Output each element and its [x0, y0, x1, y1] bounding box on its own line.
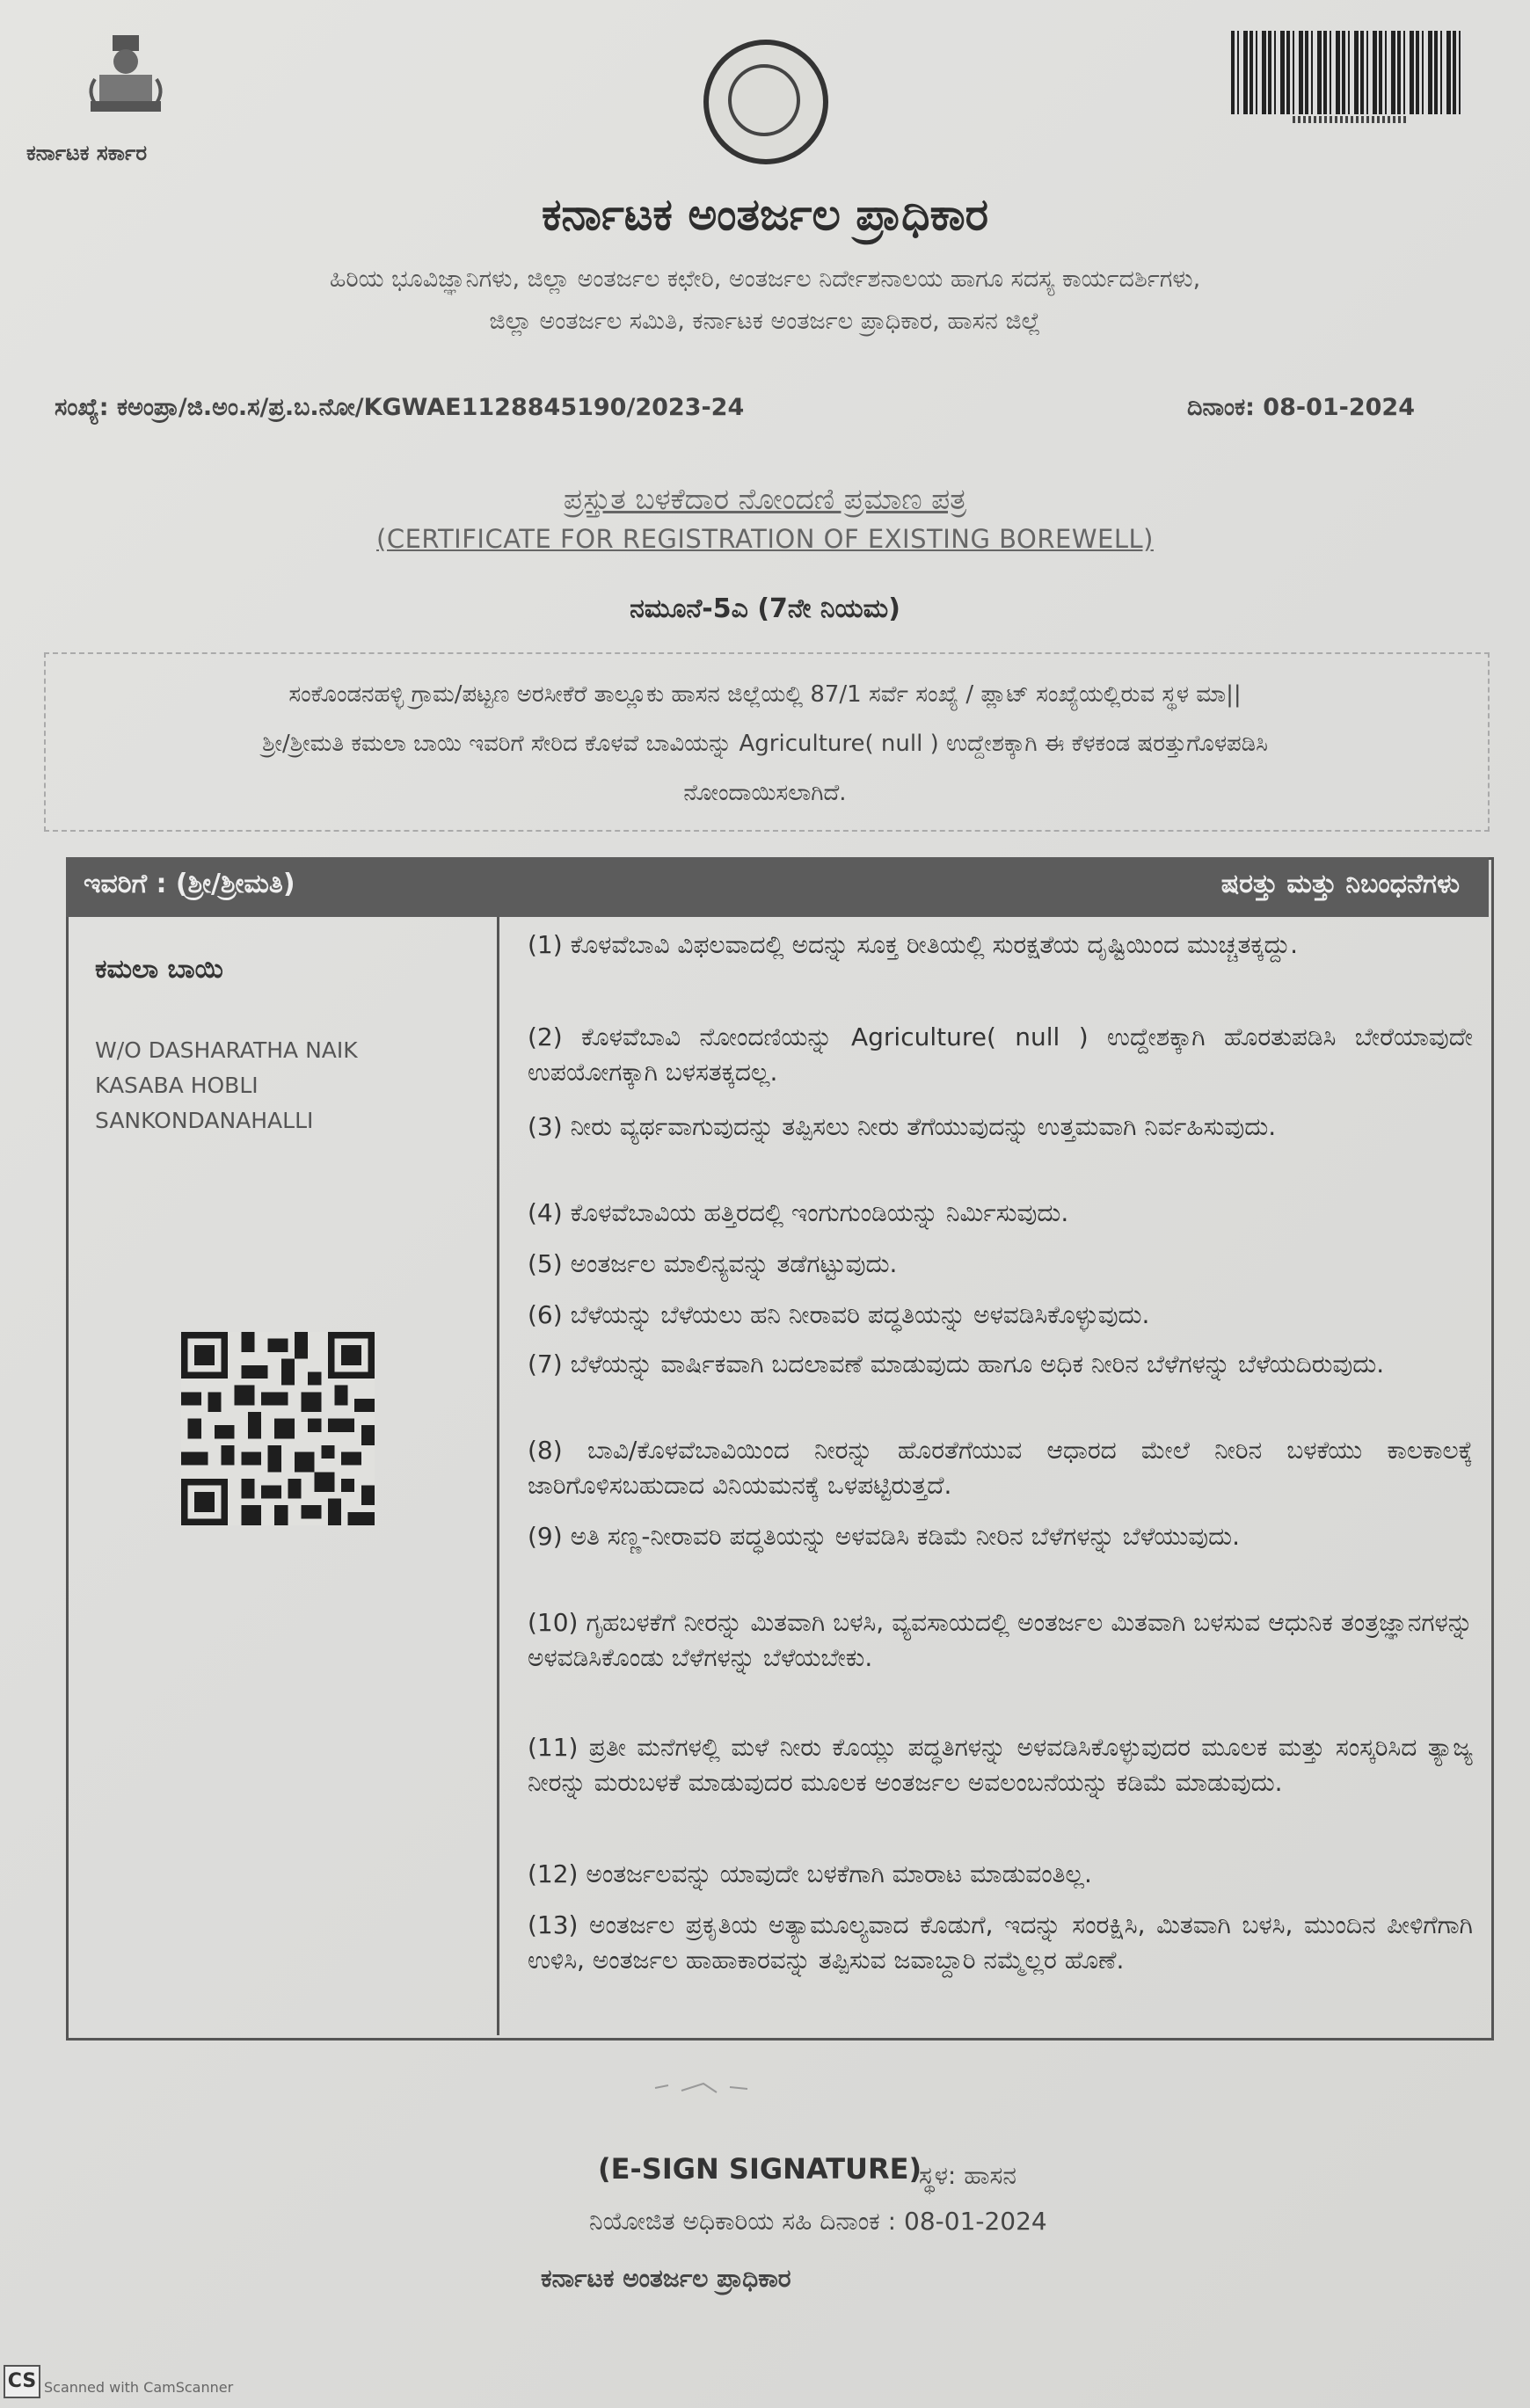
condition-9: (9) ಅತಿ ಸಣ್ಣ-ನೀರಾವರಿ ಪದ್ಧತಿಯನ್ನು ಅಳವಡಿಸಿ ಕಡಿಮೆ ನೀರಿನ ಬೆಳೆಗಳನ್ನು ಬೆಳೆಯುವುದು.: [528, 1522, 1240, 1551]
qr-code-icon: [176, 1332, 380, 1525]
barcode-icon: [1231, 31, 1464, 114]
page-title: ಕರ್ನಾಟಕ ಅಂತರ್ಜಲ ಪ್ರಾಧಿಕಾರ: [541, 189, 989, 240]
holder-name: ಕಮಲಾ ಬಾಯಿ: [95, 954, 223, 985]
holder-address-line-1: W/O DASHARATHA NAIK: [95, 1037, 358, 1063]
condition-7: (7) ಬೆಳೆಯನ್ನು ವಾರ್ಷಿಕವಾಗಿ ಬದಲಾವಣೆ ಮಾಡುವುದು ಹಾಗೂ ಅಧಿಕ ನೀರಿನ ಬೆಳೆಗಳನ್ನು ಬೆಳೆಯದಿರುವುದು.: [528, 1349, 1385, 1379]
form-number: ನಮೂನೆ-5ಎ (7ನೇ ನಿಯಮ): [630, 593, 900, 624]
state-emblem-icon: [77, 26, 174, 123]
certificate-title-kannada: ಪ್ರಸ್ತುತ ಬಳಕೆದಾರ ನೋಂದಣಿ ಪ್ರಮಾಣ ಪತ್ರ: [563, 482, 967, 516]
condition-13: (13) ಅಂತರ್ಜಲ ಪ್ರಕೃತಿಯ ಅತ್ಯಾಮೂಲ್ಯವಾದ ಕೊಡುಗೆ, ಇದನ್ನು ಸಂರಕ್ಷಿಸಿ, ಮಿತವಾಗಿ ಬಳಸಿ, ಮುಂದಿನ ಪೀಳಿಗೆಗಾಗಿ ಉಳಿಸಿ, ಅಂತರ್ಜಲ ಹಾಹಾಕಾರವನ್ನು ತಪ್ಪಿಸುವ ಜವಾಬ್ದಾರಿ ನಮ್ಮೆಲ್ಲರ ಹೊಣೆ.: [528, 1910, 1473, 1975]
holder-address-line-3: SANKONDANAHALLI: [95, 1108, 314, 1133]
issuing-authority: ಕರ್ನಾಟಕ ಅಂತರ್ಜಲ ಪ್ರಾಧಿಕಾರ: [541, 2264, 791, 2293]
reference-number: ಸಂಖ್ಯೆ: ಕಅಂಪ್ರಾ/ಜಿ.ಅಂ.ಸ/ಪ್ರ.ಬ.ನೋ/KGWAE1128845190/2023-24: [55, 394, 745, 421]
signing-place: ಸ್ಥಳ: ಹಾಸನ: [919, 2161, 1016, 2190]
barcode-number: [1293, 116, 1407, 123]
officer-sign-date: ನಿಯೋಜಿತ ಅಧಿಕಾರಿಯ ಸಹಿ ದಿನಾಂಕ : 08-01-2024: [589, 2207, 1047, 2236]
column-divider: [497, 917, 499, 2035]
recipient-header: ಇವರಿಗೆ : (ಶ್ರೀ/ಶ್ರೀಮತಿ): [84, 869, 295, 899]
condition-6: (6) ಬೆಳೆಯನ್ನು ಬೆಳೆಯಲು ಹನಿ ನೀರಾವರಿ ಪದ್ಧತಿಯನ್ನು ಅಳವಡಿಸಿಕೊಳ್ಳುವುದು.: [528, 1300, 1150, 1329]
holder-address-line-2: KASABA HOBLI: [95, 1073, 259, 1098]
condition-8: (8) ಬಾವಿ/ಕೊಳವೆಬಾವಿಯಿಂದ ನೀರನ್ನು ಹೊರತೆಗೆಯುವ ಆಧಾರದ ಮೇಲೆ ನೀರಿನ ಬಳಕೆಯು ಕಾಲಕಾಲಕ್ಕೆ ಜಾರಿಗೊಳಿಸಬಹುದಾದ ವಿನಿಯಮನಕ್ಕೆ ಒಳಪಟ್ಟಿರುತ್ತದೆ.: [528, 1436, 1473, 1500]
condition-5: (5) ಅಂತರ್ಜಲ ಮಾಲಿನ್ಯವನ್ನು ತಡೆಗಟ್ಟುವುದು.: [528, 1249, 898, 1278]
authority-logo-icon: [703, 40, 828, 164]
intro-line-1: ಸಂಕೊಂಡನಹಳ್ಳಿ ಗ್ರಾಮ/ಪಟ್ಟಣ ಅರಸೀಕೆರೆ ತಾಲ್ಲೂಕು ಹಾಸನ ಜಿಲ್ಲೆಯಲ್ಲಿ 87/1 ಸರ್ವೆ ಸಂಖ್ಯೆ / ಪ್ಲಾಟ್ ಸಂಖ್ಯೆಯಲ್ಲಿರುವ ಸ್ಥಳ ಮಾ||: [288, 681, 1242, 708]
conditions-header: ಷರತ್ತು ಮತ್ತು ನಿಬಂಧನೆಗಳು: [1220, 869, 1460, 899]
government-label: ಕರ್ನಾಟಕ ಸರ್ಕಾರ: [26, 141, 148, 165]
faint-stamp-mark: [651, 2075, 756, 2101]
scanner-label: Scanned with CamScanner: [44, 2379, 234, 2396]
condition-2: (2) ಕೊಳವೆಬಾವಿ ನೋಂದಣಿಯನ್ನು Agriculture( null ) ಉದ್ದೇಶಕ್ಕಾಗಿ ಹೊರತುಪಡಿಸಿ ಬೇರೆಯಾವುದೇ ಉಪಯೋಗಕ್ಕಾಗಿ ಬಳಸತಕ್ಕದಲ್ಲ.: [528, 1022, 1473, 1087]
intro-text: [62, 670, 1468, 818]
subtitle-line-1: ಹಿರಿಯ ಭೂವಿಜ್ಞಾನಿಗಳು, ಜಿಲ್ಲಾ ಅಂತರ್ಜಲ ಕಛೇರಿ, ಅಂತರ್ಜಲ ನಿರ್ದೇಶನಾಲಯ ಹಾಗೂ ಸದಸ್ಯ ಕಾರ್ಯದರ್ಶಿಗಳು,: [329, 266, 1201, 293]
certificate-title-english: (CERTIFICATE FOR REGISTRATION OF EXISTING BOREWELL): [376, 524, 1154, 554]
condition-3: (3) ನೀರು ವ್ಯರ್ಥವಾಗುವುದನ್ನು ತಪ್ಪಿಸಲು ನೀರು ತೆಗೆಯುವುದನ್ನು ಉತ್ತಮವಾಗಿ ನಿರ್ವಹಿಸುವುದು.: [528, 1112, 1277, 1141]
camscanner-logo-icon: CS: [4, 2365, 40, 2398]
issue-date: ದಿನಾಂಕ: 08-01-2024: [1187, 394, 1415, 421]
esign-signature: (E-SIGN SIGNATURE): [598, 2152, 922, 2186]
subtitle-line-2: ಜಿಲ್ಲಾ ಅಂತರ್ಜಲ ಸಮಿತಿ, ಕರ್ನಾಟಕ ಅಂತರ್ಜಲ ಪ್ರಾಧಿಕಾರ, ಹಾಸನ ಜಿಲ್ಲೆ: [489, 308, 1041, 335]
intro-line-3: ನೋಂದಾಯಿಸಲಾಗಿದೆ.: [683, 780, 847, 806]
intro-line-2: ಶ್ರೀ/ಶ್ರೀಮತಿ ಕಮಲಾ ಬಾಯಿ ಇವರಿಗೆ ಸೇರಿದ ಕೊಳವೆ ಬಾವಿಯನ್ನು Agriculture( null ) ಉದ್ದೇಶಕ್ಕಾಗಿ ಈ ಕೆಳಕಂಡ ಷರತ್ತುಗೊಳಪಡಿಸಿ: [262, 731, 1268, 757]
condition-11: (11) ಪ್ರತೀ ಮನೆಗಳಲ್ಲಿ ಮಳೆ ನೀರು ಕೊಯ್ಲು ಪದ್ಧತಿಗಳನ್ನು ಅಳವಡಿಸಿಕೊಳ್ಳುವುದರ ಮೂಲಕ ಮತ್ತು ಸಂಸ್ಕರಿಸಿದ ತ್ಯಾಜ್ಯ ನೀರನ್ನು ಮರುಬಳಕೆ ಮಾಡುವುದರ ಮೂಲಕ ಅಂತರ್ಜಲ ಅವಲಂಬನೆಯನ್ನು ಕಡಿಮೆ ಮಾಡುವುದು.: [528, 1733, 1473, 1797]
condition-12: (12) ಅಂತರ್ಜಲವನ್ನು ಯಾವುದೇ ಬಳಕೆಗಾಗಿ ಮಾರಾಟ ಮಾಡುವಂತಿಲ್ಲ.: [528, 1859, 1092, 1888]
condition-10: (10) ಗೃಹಬಳಕೆಗೆ ನೀರನ್ನು ಮಿತವಾಗಿ ಬಳಸಿ, ವ್ಯವಸಾಯದಲ್ಲಿ ಅಂತರ್ಜಲ ಮಿತವಾಗಿ ಬಳಸುವ ಆಧುನಿಕ ತಂತ್ರಜ್ಞಾನಗಳನ್ನು ಅಳವಡಿಸಿಕೊಂಡು ಬೆಳೆಗಳನ್ನು ಬೆಳೆಯಬೇಕು.: [528, 1608, 1473, 1672]
condition-4: (4) ಕೊಳವೆಬಾವಿಯ ಹತ್ತಿರದಲ್ಲಿ ಇಂಗುಗುಂಡಿಯನ್ನು ನಿರ್ಮಿಸುವುದು.: [528, 1198, 1069, 1227]
condition-1: (1) ಕೊಳವೆಬಾವಿ ವಿಫಲವಾದಲ್ಲಿ ಅದನ್ನು ಸೂಕ್ತ ರೀತಿಯಲ್ಲಿ ಸುರಕ್ಷತೆಯ ದೃಷ್ಟಿಯಿಂದ ಮುಚ್ಚತಕ್ಕದ್ದು.: [528, 930, 1298, 959]
